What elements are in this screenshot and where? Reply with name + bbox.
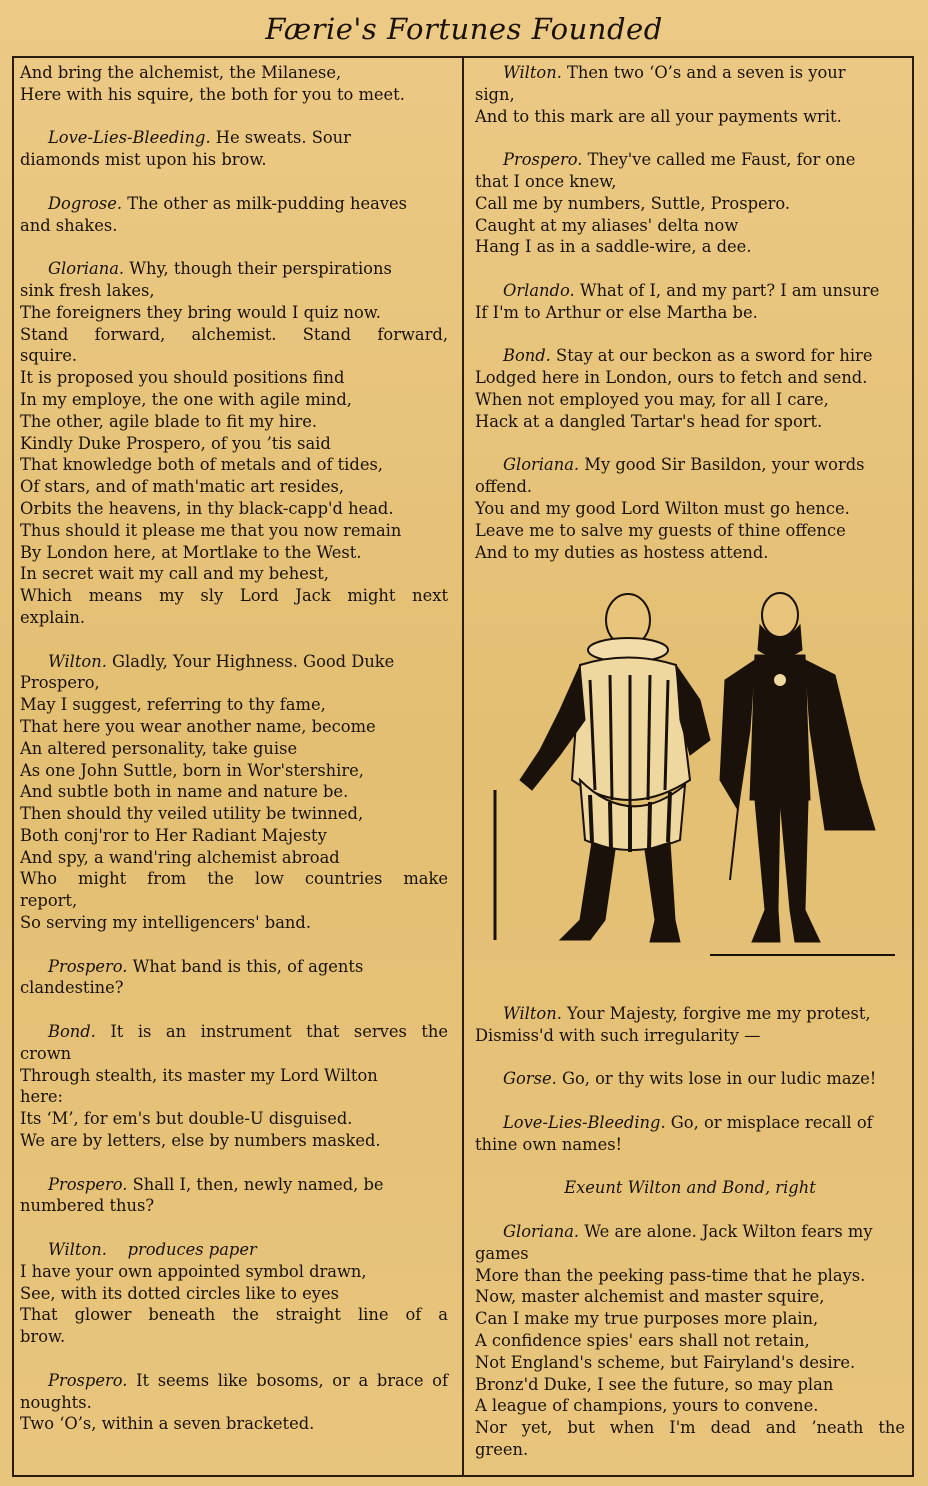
verse-line [475,1003,905,1025]
line-text: My good Sir Basildon, your words [579,455,865,475]
verse-line [475,62,905,84]
line-text: Its ‘M’, for em's but double-U disguised. [20,1109,353,1129]
verse-line [475,1439,905,1461]
line-text: crown [20,1043,72,1063]
speaker-name: Wilton. [48,1240,107,1260]
line-text: In secret wait my call and my behest, [20,564,329,584]
line-text: The other as milk-pudding heaves [122,193,408,213]
line-text: and shakes. [20,215,118,235]
stanza-gap [20,1152,448,1174]
verse-line [20,258,448,280]
verse-line [20,890,448,912]
verse-line [475,1134,905,1156]
verse-line [20,1261,448,1283]
verse-line [475,302,905,324]
line-text: In my employe, the one with agile mind, [20,389,352,409]
verse-line [20,781,448,803]
verse-line [475,1068,905,1090]
line-text: That knowledge both of metals and of tides, [20,455,383,475]
verse-line [20,585,448,607]
speaker-name: Wilton. [48,651,107,671]
verse-line [475,389,905,411]
verse-line [20,672,448,694]
line-text: clandestine? [20,978,124,998]
verse-line [475,367,905,389]
verse-line [20,345,448,367]
line-text: It is proposed you should positions find [20,368,345,388]
line-text: Two ‘O’s, within a seven bracketed. [20,1414,315,1434]
verse-line [475,280,905,302]
verse-line [475,1308,905,1330]
line-text: Through stealth, its master my Lord Wilton [20,1065,378,1085]
line-text: May I suggest, referring to thy fame, [20,695,326,715]
speaker-name: Wilton. [503,1004,562,1023]
verse-line [20,1043,448,1065]
line-text: He sweats. Sour [210,128,351,148]
verse-line [20,324,448,346]
stanza-gap [20,934,448,956]
stanza-gap [475,1199,905,1221]
verse-line [475,84,905,106]
speaker-name: Bond. [48,1022,96,1042]
line-text: See, with its dotted circles like to eyes [20,1283,339,1303]
line-text: And to this mark are all your payments writ. [475,106,842,126]
line-text: You and my good Lord Wilton must go hence. [475,498,850,518]
line-text: It is an instrument that serves the [95,1022,448,1042]
line-text: And bring the alchemist, the Milanese, [20,63,342,82]
stage-direction: Exeunt Wilton and Bond, right [564,1178,816,1198]
verse-line [20,367,448,389]
verse-line [475,193,905,215]
line-text: that I once knew, [475,171,617,191]
verse-line [20,956,448,978]
verse-line [20,1195,448,1217]
frame-border-right [912,56,914,1476]
verse-line [20,1065,448,1087]
line-text: And to my duties as hostess attend. [475,542,769,562]
line-text: Kindly Duke Prospero, of you ’tis said [20,433,331,453]
line-text: An altered personality, take guise [20,738,298,758]
line-text: What band is this, of agents [127,956,364,976]
line-text: A league of champions, yours to convene. [475,1396,819,1416]
line-text: Stay at our beckon as a sword for hire [550,346,873,366]
stanza-gap [20,106,448,128]
line-text: Go, or thy wits lose in our ludic maze! [556,1069,877,1089]
speaker-name: Bond. [503,346,551,366]
verse-line [20,563,448,585]
verse-line [475,1243,905,1265]
illustration-two-figures [480,580,900,980]
line-text: Here with his squire, the both for you to meet. [20,84,405,104]
verse-line [20,62,448,84]
stage-direction: produces paper [106,1240,257,1260]
verse-line [20,1086,448,1108]
stanza-gap [475,1090,905,1112]
verse-line [20,1283,448,1305]
verse-line [20,389,448,411]
speaker-name: Gloriana. [48,259,125,279]
page-title: Færie's Fortunes Founded [265,12,663,46]
line-text: explain. [20,607,86,627]
line-text: What of I, and my part? I am unsure [574,280,880,300]
verse-line [20,1413,448,1435]
line-text: Then two ‘O’s and a seven is your [561,63,846,82]
verse-line [20,1021,448,1043]
verse-line [20,1392,448,1414]
verse-line [20,760,448,782]
left-column [20,62,448,1435]
line-text: Then should thy veiled utility be twinned, [20,804,364,824]
verse-line [475,1265,905,1287]
line-text: Gladly, Your Highness. Good Duke [106,651,395,671]
line-text: Not England's scheme, but Fairyland's desire. [475,1352,856,1372]
line-text: thine own names! [475,1134,623,1154]
verse-line [20,694,448,716]
line-text: Go, or misplace recall of [665,1112,873,1132]
line-text: I have your own appointed symbol drawn, [20,1261,367,1281]
line-text: report, [20,891,78,911]
verse-line [20,1326,448,1348]
speaker-name: Dogrose. [48,193,123,213]
verse-line [20,215,448,237]
verse-line [475,476,905,498]
stanza-gap [20,629,448,651]
speaker-name: Gorse. [503,1069,557,1089]
line-text: green. [475,1439,529,1459]
speaker-name: Love-Lies-Bleeding. [503,1112,666,1132]
line-text: here: [20,1087,64,1107]
slim-figure [720,593,875,942]
speaker-name: Gloriana. [503,455,580,475]
verse-line [475,498,905,520]
line-text: Orbits the heavens, in thy black-capp'd head. [20,498,394,518]
line-text: That glower beneath the straight line of a [20,1305,448,1325]
stanza-gap [475,127,905,149]
stanza-gap [20,1348,448,1370]
line-text: We are by letters, else by numbers masked. [20,1131,381,1151]
frame-border-left [12,56,14,1476]
verse-line [475,1221,905,1243]
verse-line [20,1370,448,1392]
verse-line [20,1174,448,1196]
line-text: As one John Suttle, born in Wor'stershire, [20,760,364,780]
speaker-name: Prospero. [48,1370,128,1390]
verse-line [475,1352,905,1374]
verse-line [20,302,448,324]
line-text: And subtle both in name and nature be. [20,782,349,802]
line-text: Bronz'd Duke, I see the future, so may plan [475,1374,834,1394]
verse-line [475,542,905,564]
verse-line [20,498,448,520]
line-text: Prospero, [20,673,100,693]
verse-line [475,236,905,258]
verse-line [20,1130,448,1152]
verse-line [20,803,448,825]
stanza-gap [475,1047,905,1069]
line-text: We are alone. Jack Wilton fears my [579,1221,873,1241]
verse-line [475,1330,905,1352]
verse-line [475,1417,905,1439]
column-divider [462,56,464,1476]
stanza-gap [20,171,448,193]
line-text: Call me by numbers, Suttle, Prospero. [475,193,791,213]
verse-line [475,345,905,367]
line-text: Nor yet, but when I'm dead and ’neath the [475,1418,905,1438]
speaker-name: Prospero. [48,1174,128,1194]
stanza-gap [475,1156,905,1178]
verse-line [20,1239,448,1261]
line-text: Stand forward, alchemist. Stand forward, [20,324,448,344]
line-text: Lodged here in London, ours to fetch and send. [475,368,868,388]
stanza-gap [475,324,905,346]
verse-line [475,1112,905,1134]
speaker-name: Love-Lies-Bleeding. [48,128,211,148]
line-text: Which means my sly Lord Jack might next [20,586,448,606]
verse-line [475,411,905,433]
line-text: That here you wear another name, become [20,716,376,736]
verse-line [20,1304,448,1326]
line-text: diamonds mist upon his brow. [20,150,267,170]
line-text: Now, master alchemist and master squire, [475,1287,825,1307]
verse-line [20,193,448,215]
verse-line [20,520,448,542]
line-text: Why, though their perspirations [124,259,392,279]
line-text: The foreigners they bring would I quiz now. [20,302,381,322]
verse-line [20,977,448,999]
stanza-gap [20,1217,448,1239]
right-column-bottom [475,1003,905,1461]
speaker-name: Wilton. [503,63,562,82]
verse-line [475,149,905,171]
line-text: Can I make my true purposes more plain, [475,1309,819,1329]
verse-line [20,411,448,433]
line-text: And spy, a wand'ring alchemist abroad [20,847,340,867]
line-text: noughts. [20,1392,92,1412]
line-text: Both conj'ror to Her Radiant Majesty [20,825,327,845]
verse-line [20,912,448,934]
stanza-gap [20,236,448,258]
line-text: Leave me to salve my guests of thine offence [475,520,846,540]
verse-line [475,215,905,237]
speaker-name: Prospero. [503,150,583,170]
verse-line [20,476,448,498]
line-text: It seems like bosoms, or a brace of [127,1370,448,1390]
verse-line [475,454,905,476]
line-text: games [475,1243,529,1263]
line-text: Of stars, and of math'matic art resides, [20,477,345,497]
stanza-gap [475,258,905,280]
line-text: More than the peeking pass-time that he plays. [475,1265,866,1285]
verse-line [20,149,448,171]
line-text: So serving my intelligencers' band. [20,913,311,933]
verse-line [20,1108,448,1130]
verse-line [475,1395,905,1417]
verse-line [475,1374,905,1396]
line-text: A confidence spies' ears shall not retain, [475,1330,810,1350]
verse-line [20,847,448,869]
verse-line [20,127,448,149]
stout-figure [520,594,710,942]
verse-line [475,1025,905,1047]
line-text: Hang I as in a saddle-wire, a dee. [475,237,752,257]
verse-line [475,106,905,128]
verse-line [475,171,905,193]
line-text: squire. [20,346,78,366]
line-text: Shall I, then, newly named, be [127,1174,384,1194]
stanza-gap [20,999,448,1021]
verse-line [20,868,448,890]
line-text: sign, [475,84,515,104]
line-text: When not employed you may, for all I care, [475,389,829,409]
verse-line [475,520,905,542]
line-text: If I'm to Arthur or else Martha be. [475,302,758,322]
line-text: Who might from the low countries make [20,869,448,889]
verse-line [475,1286,905,1308]
line-text: By London here, at Mortlake to the West. [20,542,362,562]
verse-line [20,738,448,760]
right-column-top [475,62,905,563]
line-text: They've called me Faust, for one [582,150,856,170]
verse-line [20,825,448,847]
speaker-name: Gloriana. [503,1221,580,1241]
verse-line [20,716,448,738]
verse-line [20,454,448,476]
verse-line [20,84,448,106]
verse-line [20,607,448,629]
line-text: Thus should it please me that you now remain [20,520,402,540]
stanza-gap [475,433,905,455]
line-text: numbered thus? [20,1196,155,1216]
line-text: The other, agile blade to fit my hire. [20,411,318,431]
line-text: sink fresh lakes, [20,280,155,300]
speaker-name: Orlando. [503,280,575,300]
line-text: offend. [475,477,533,497]
line-text: Your Majesty, forgive me my protest, [561,1004,871,1023]
line-text: Dismiss'd with such irregularity — [475,1025,761,1045]
line-text: Hack at a dangled Tartar's head for sport. [475,411,823,431]
verse-line [20,651,448,673]
verse-line [20,542,448,564]
speaker-name: Prospero. [48,956,128,976]
verse-line [20,280,448,302]
line-text: brow. [20,1327,66,1347]
line-text: Caught at my aliases' delta now [475,215,739,235]
verse-line [20,433,448,455]
